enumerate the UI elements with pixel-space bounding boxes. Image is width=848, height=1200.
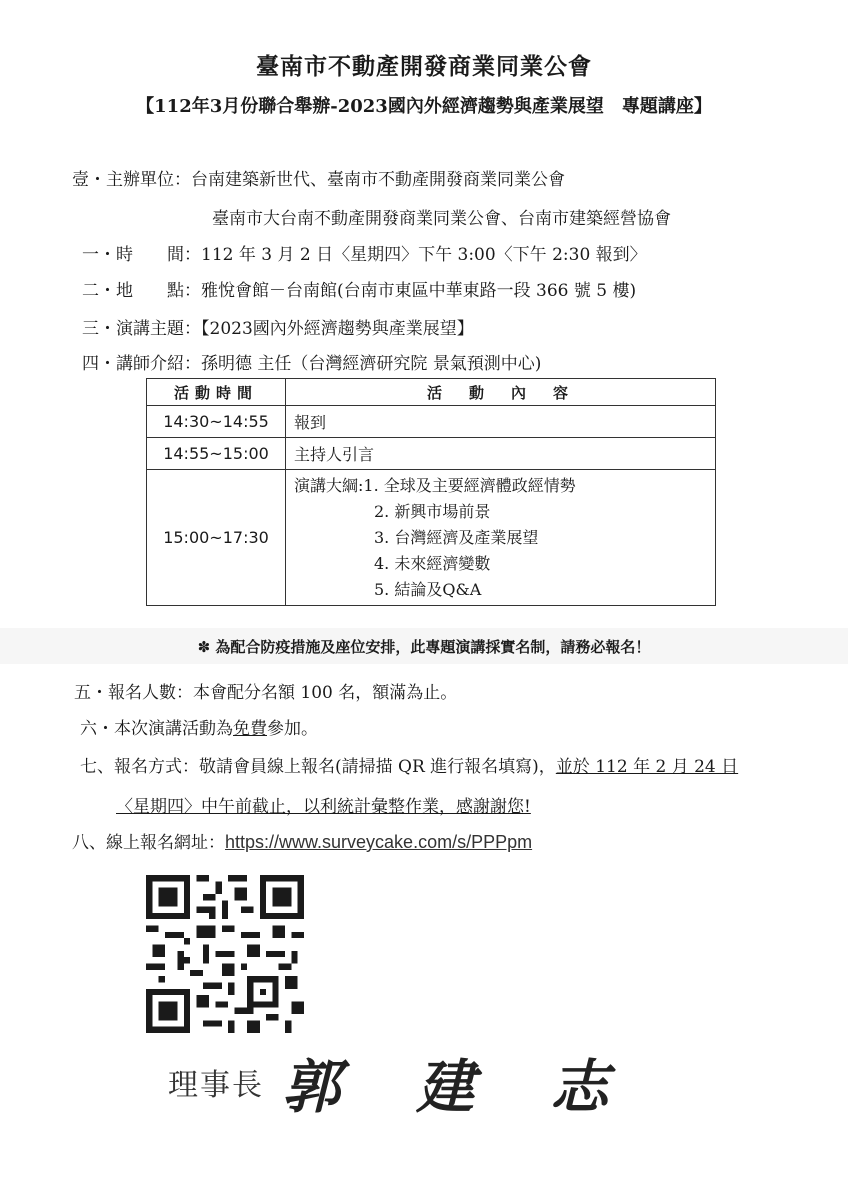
method-label: 七、報名方式： (80, 757, 199, 777)
schedule-content: 報到 (286, 406, 716, 438)
organizer-label: 壹・主辦單位： (72, 170, 191, 190)
registration-url-link[interactable]: https://www.surveycake.com/s/PPPpm (225, 832, 533, 852)
count-value: 本會配分名額 100 名，額滿為止。 (193, 683, 458, 703)
signature-title: 理事長 (168, 1068, 264, 1103)
topic-label: 三・演講主題： (82, 319, 201, 339)
outline-item: 4. 未來經濟變數 (374, 553, 491, 573)
place-row (82, 276, 636, 301)
outline-item: 2. 新興市場前景 (374, 501, 491, 521)
schedule-time: 14:55~15:00 (147, 438, 286, 470)
schedule-time: 14:30~14:55 (147, 406, 286, 438)
count-label: 五・報名人數： (74, 683, 193, 703)
place-label: 二・地 點： (82, 281, 201, 301)
notice-text: ✽ 為配合防疫措施及座位安排，此專題演講採實名制，請務必報名！ (197, 638, 651, 656)
schedule-header-row (147, 379, 716, 406)
table-row (147, 438, 716, 470)
schedule-table (146, 378, 716, 606)
schedule-header-time: 活動時間 (147, 379, 286, 406)
topic-value: 【2023國內外經濟趨勢與產業展望】 (201, 319, 474, 339)
free-prefix: 六・本次演講活動為 (80, 719, 233, 739)
table-row (147, 470, 716, 606)
method-row (80, 752, 738, 777)
outline-item: 5. 結論及Q&A (374, 579, 482, 599)
url-label: 八、線上報名網址： (72, 833, 225, 853)
topic-row (82, 314, 474, 339)
time-row (82, 240, 647, 265)
count-row (74, 678, 457, 703)
schedule-time: 15:00~17:30 (147, 470, 286, 606)
schedule-outline (286, 470, 716, 606)
schedule-header-content: 活 動 內 容 (286, 379, 716, 406)
free-word: 免費 (233, 719, 267, 739)
qr-code[interactable] (146, 875, 304, 1033)
speaker-label: 四・講師介紹： (82, 354, 201, 374)
page-subtitle: 【112年3月份聯合舉辦-2023國內外經濟趨勢與產業展望 專題講座】 (136, 96, 712, 117)
outline-item: 3. 台灣經濟及產業展望 (374, 527, 539, 547)
place-value: 雅悅會館－台南館(台南市東區中華東路一段 366 號 5 樓) (201, 281, 637, 301)
schedule-content: 主持人引言 (286, 438, 716, 470)
organizer-row (72, 165, 565, 190)
time-label: 一・時 間： (82, 245, 201, 265)
url-row (72, 828, 532, 853)
speaker-row (82, 349, 541, 374)
table-row (147, 406, 716, 438)
free-row (80, 714, 318, 739)
method-value: 敬請會員線上報名(請掃描 QR 進行報名填寫)， (199, 757, 556, 777)
organizer-line2: 臺南市大台南不動產開發商業同業公會、台南市建築經營協會 (212, 209, 671, 229)
method-deadline: 並於 112 年 2 月 24 日 (555, 757, 739, 777)
organizer-line1: 台南建築新世代、臺南市不動產開發商業同業公會 (191, 170, 565, 190)
time-value: 112 年 3 月 2 日〈星期四〉下午 3:00〈下午 2:30 報到〉 (201, 245, 647, 265)
free-suffix: 參加。 (267, 719, 318, 739)
page-title: 臺南市不動產開發商業同業公會 (256, 53, 592, 80)
method-line2: 〈星期四〉中午前截止，以利統計彙整作業，感謝謝您! (116, 797, 531, 817)
speaker-value: 孫明德 主任（台灣經濟研究院 景氣預測中心) (201, 354, 542, 374)
outline-heading: 演講大綱:1. 全球及主要經濟體政經情勢 (294, 475, 576, 495)
signature-name: 郭 建 志 (282, 1053, 637, 1121)
